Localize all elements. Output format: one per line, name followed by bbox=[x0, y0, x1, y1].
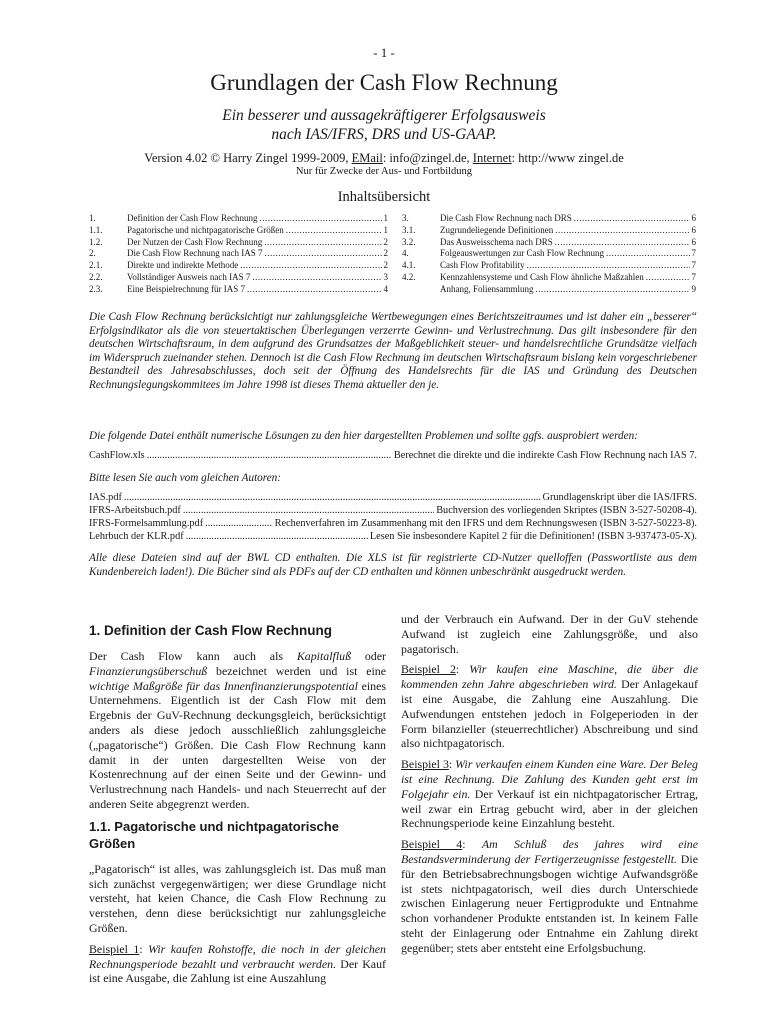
toc-leader bbox=[646, 272, 690, 284]
toc-entry[interactable] bbox=[89, 213, 388, 225]
section-heading-1-1: 1.1. Pagatorische und nichtpagatorische Größen bbox=[89, 818, 339, 851]
cd-note: Alle diese Dateien sind auf der BWL CD enthalten. Die XLS ist für registrierte CD-Nutzer quelloffen (Passwortliste aus dem Kundenbereich laden!). Die Bücher sind als PDFs auf der CD enthalten und können unbeschränkt ausgedruckt werden. bbox=[89, 552, 697, 578]
text-run: Wir kaufen Rohstoffe, die noch in der gleichen Rechnungsperiode bezahlt und verbraucht werden. bbox=[89, 941, 386, 971]
file-name: IAS.pdf bbox=[89, 492, 122, 503]
example-label: Beispiel 3 bbox=[401, 757, 449, 772]
toc-text: Der Nutzen der Cash Flow Rechnung bbox=[127, 236, 263, 247]
page-number: - 1 - bbox=[373, 45, 395, 60]
text-run: : bbox=[455, 662, 470, 677]
example-label: Beispiel 2 bbox=[401, 662, 456, 677]
toc-entry[interactable] bbox=[89, 237, 388, 249]
toc-text: Eine Beispielrechnung für IAS 7 bbox=[127, 283, 245, 294]
toc-leader bbox=[286, 225, 382, 237]
file-leader bbox=[124, 492, 541, 503]
file-description: Lesen Sie insbesondere Kapitel 2 für die Definitionen! (ISBN 3-937473-05-X). bbox=[369, 531, 697, 542]
toc-right-column bbox=[402, 213, 696, 296]
right-text-column bbox=[401, 612, 698, 962]
version-line bbox=[0, 151, 768, 166]
toc-leader bbox=[247, 284, 382, 296]
text-run: eines Unternehmens. Eigentlich ist der Cash Flow mit dem Ergebnis der GuV-Rechnung deckungsgleich, berücksichtigt anders als diese jedoch ausschließlich zahlungsgleiche („pagatorische“) Größen. Die Cash Flow Rechnung kann damit in der unten dargestellten Weise von der Kostenrechnung auf der einen Seite und der Gewinn- und Verlustrechnung nach Handels- und nach Steuerrecht auf der anderen Seite abgegrenzt werden. bbox=[89, 678, 387, 811]
toc-page: 1 bbox=[383, 224, 388, 235]
toc-num: 4.1. bbox=[402, 260, 416, 271]
toc-num: 2.3. bbox=[89, 283, 103, 294]
toc-entry[interactable] bbox=[89, 272, 388, 284]
toc-text: Die Cash Flow Rechnung nach IAS 7 bbox=[127, 248, 263, 259]
toc-leader bbox=[259, 213, 381, 225]
file-leader bbox=[147, 450, 392, 461]
toc-page: 4 bbox=[383, 283, 388, 294]
toc-page: 2 bbox=[383, 236, 388, 247]
toc-page: 6 bbox=[691, 213, 696, 223]
text-run: Die für den Betriebsabrechnungsbogen wichtige Aufwandsgröße ist stets nichtpagatorisch, weil dies durch Unterschiede zwischen Einlagerung neuer Fertigprodukte und Entnahme schon vorhandener Produkte entstanden ist. In keinem Falle steht der Einlagerung oder Entnahme ein Zahlung direkt gegenüber; stets aber entsteht eine Erfolgsbuchung. bbox=[401, 851, 698, 955]
document-title: Grundlagen der Cash Flow Rechnung bbox=[210, 70, 558, 95]
file-name: Lehrbuch der KLR.pdf bbox=[89, 531, 184, 542]
toc-entry[interactable] bbox=[402, 284, 696, 296]
toc-num: 4.2. bbox=[402, 271, 416, 282]
toc-text: Kennzahlensysteme und Cash Flow ähnliche Maßzahlen bbox=[440, 271, 644, 282]
file-entry bbox=[89, 505, 697, 516]
paragraph-example-3 bbox=[401, 757, 698, 831]
toc-num bbox=[402, 284, 440, 296]
text-run: oder bbox=[351, 649, 386, 663]
text-run: Wir kaufen eine Maschine, die über die kommenden zehn Jahre abgeschrieben wird. bbox=[401, 662, 698, 692]
toc-page: 2 bbox=[383, 248, 388, 259]
file-name: IFRS-Formelsammlung.pdf bbox=[89, 518, 204, 529]
file-name: CashFlow.xls bbox=[89, 450, 145, 461]
text-run: Finanzierungsüberschuß bbox=[89, 663, 208, 678]
toc-text: Folgeauswertungen zur Cash Flow Rechnung bbox=[440, 248, 604, 259]
document-subtitle bbox=[0, 106, 768, 144]
toc-leader bbox=[555, 225, 689, 237]
subtitle-line-1: Ein besserer und aussagekräftigerer Erfolgsausweis bbox=[222, 107, 546, 124]
toc-num: 4. bbox=[402, 248, 409, 259]
text-run: Kapitalfluß bbox=[296, 649, 352, 663]
toc-num: 2.1. bbox=[89, 260, 103, 271]
toc-text: Die Cash Flow Rechnung nach DRS bbox=[440, 213, 572, 223]
toc-entry[interactable] bbox=[89, 248, 388, 260]
toc-page: 3 bbox=[383, 271, 388, 282]
text-run: : bbox=[462, 837, 482, 852]
example-label: Beispiel 4 bbox=[401, 837, 463, 852]
also-read-note: Bitte lesen Sie auch vom gleichen Autoren: bbox=[89, 472, 281, 484]
toc-text: Anhang, Foliensammlung bbox=[440, 283, 534, 294]
email-label: EMail bbox=[351, 151, 383, 165]
text-run: bezeichnet werden und ist eine bbox=[207, 663, 386, 678]
toc-entry[interactable] bbox=[89, 260, 388, 272]
toc-leader bbox=[264, 237, 381, 249]
text-run: Wir verkaufen einem Kunden eine Ware. Der Beleg ist eine Rechnung. Die Zahlung des Kunden geht erst im Folgejahr ein. bbox=[401, 757, 698, 801]
paragraph-pagatorisch: „Pagatorisch“ ist alles, was zahlungsgleich ist. Das muß man sich zunächst vergegenwärtigen; wer diese Grundlage nicht versteht, hat keien Chance, die Cash Flow Rechnung zu verstehen, denn diese berücksichtigt nur zahlungsgleiche Größen. bbox=[89, 861, 386, 935]
toc-leader bbox=[252, 272, 381, 284]
toc-entry[interactable] bbox=[89, 225, 388, 237]
file-entry bbox=[89, 531, 697, 542]
file-leader bbox=[183, 505, 434, 516]
text-run: Der Anlagekauf ist eine Ausgabe, die Zahlung eine Auszahlung. Die Aufwendungen entstehen jedoch in Folgeperioden in der Form bilanzieller (steuerrechtlicher) Abschreibung und sind also nichtpagatorisch. bbox=[401, 677, 698, 751]
toc-page: 7 bbox=[691, 271, 696, 282]
toc-leader bbox=[240, 260, 381, 272]
toc-page: 2 bbox=[383, 260, 388, 271]
internet-value[interactable]: : http://www zingel.de bbox=[511, 151, 624, 165]
toc-left-column bbox=[89, 213, 388, 296]
toc-leader bbox=[574, 213, 690, 225]
files-note: Die folgende Datei enthält numerische Lösungen zu den hier dargestellten Problemen und sollte ggfs. ausprobiert werden: bbox=[89, 430, 638, 442]
text-run: Der Kauf ist eine Ausgabe, die Zahlung ist eine Auszahlung bbox=[89, 956, 386, 986]
text-run: wichtige Maßgröße für das Innenfinanzierungspotential bbox=[89, 678, 358, 693]
toc-leader bbox=[527, 260, 690, 272]
paragraph-example-2 bbox=[401, 662, 698, 751]
section-heading-1: 1. Definition der Cash Flow Rechnung bbox=[89, 623, 333, 638]
file-entry bbox=[89, 492, 697, 503]
toc-num: 3. bbox=[402, 213, 409, 223]
file-name: IFRS-Arbeitsbuch.pdf bbox=[89, 505, 181, 516]
toc-text: Cash Flow Profitability bbox=[440, 260, 525, 271]
paragraph-example-4 bbox=[401, 837, 698, 955]
version-text: Version 4.02 © Harry Zingel 1999-2009, bbox=[144, 151, 352, 165]
paragraph-definition bbox=[89, 649, 386, 812]
toc-leader bbox=[536, 284, 690, 296]
toc-entry[interactable] bbox=[89, 284, 388, 296]
toc-num: 1.1. bbox=[89, 224, 103, 235]
toc-leader bbox=[555, 237, 690, 249]
file-description: Berechnet die direkte und die indirekte Cash Flow Rechnung nach IAS 7. bbox=[393, 450, 697, 461]
toc-entry[interactable] bbox=[402, 225, 696, 237]
purpose-note: Nur für Zwecke der Aus- und Fortbildung bbox=[295, 166, 473, 177]
toc-leader bbox=[264, 248, 381, 260]
toc-page: 6 bbox=[691, 224, 696, 235]
toc-entry[interactable] bbox=[402, 213, 696, 225]
toc-page: 1 bbox=[383, 213, 388, 223]
file-description: Grundlagenskript über die IAS/IFRS. bbox=[542, 492, 697, 503]
toc-page: 6 bbox=[691, 236, 696, 247]
toc-page: 7 bbox=[691, 248, 696, 259]
toc-num: 3.2. bbox=[402, 236, 416, 247]
toc-title: Inhaltsübersicht bbox=[337, 189, 431, 205]
toc-text: Direkte und indirekte Methode bbox=[127, 260, 239, 271]
text-run: Der Verkauf ist ein nichtpagatorischer Ertrag, weil zwar ein Ertrag gebucht wird, aber in der gleichen Rechnungsperiode keine Einzahlung besteht. bbox=[401, 786, 698, 831]
toc-page: 9 bbox=[691, 283, 696, 294]
toc-entry[interactable] bbox=[402, 248, 696, 260]
toc-num: 1.2. bbox=[89, 236, 103, 247]
internet-label: Internet bbox=[472, 151, 512, 165]
toc-page: 7 bbox=[691, 260, 696, 271]
file-description: Rechenverfahren im Zusammenhang mit den IFRS und dem Rechnungswesen (ISBN 3-527-50223-8). bbox=[274, 518, 697, 529]
toc-text: Das Ausweisschema nach DRS bbox=[440, 236, 553, 247]
toc-entry[interactable] bbox=[402, 272, 696, 284]
toc-entry[interactable] bbox=[402, 260, 696, 272]
toc-text: Definition der Cash Flow Rechnung bbox=[127, 213, 258, 223]
toc-leader bbox=[606, 248, 690, 260]
paragraph-continuation: und der Verbrauch ein Aufwand. Der in der GuV stehende Aufwand ist zugleich eine Zahlungsgröße, und also pagatorisch. bbox=[401, 612, 698, 656]
toc-num: 1. bbox=[89, 213, 96, 223]
file-entry bbox=[89, 518, 697, 529]
toc-text: Vollständiger Ausweis nach IAS 7 bbox=[127, 271, 251, 282]
toc-text: Pagatorische und nichtpagatorische Größen bbox=[127, 224, 284, 235]
text-run: Der Cash Flow kann auch als bbox=[89, 649, 297, 663]
example-label: Beispiel 1 bbox=[89, 941, 140, 956]
subtitle-line-2: nach IAS/IFRS, DRS und US-GAAP. bbox=[271, 126, 497, 143]
toc-num: 3.1. bbox=[402, 224, 416, 235]
toc-text: Zugrundeliegende Definitionen bbox=[440, 224, 554, 235]
text-run: Am Schluß des jahres wird eine Bestandsverminderung der Fertigerzeugnisse festgestellt. bbox=[401, 837, 698, 866]
left-text-column bbox=[89, 618, 386, 992]
file-description: Buchversion des vorliegenden Skriptes (ISBN 3-527-50208-4). bbox=[436, 505, 697, 516]
text-run: : bbox=[139, 941, 149, 956]
file-entry bbox=[89, 450, 697, 461]
text-run: : bbox=[448, 757, 456, 772]
email-value[interactable]: : info@zingel.de, bbox=[382, 151, 473, 165]
file-leader bbox=[186, 531, 368, 542]
file-leader bbox=[205, 518, 272, 529]
toc-entry[interactable] bbox=[402, 237, 696, 249]
paragraph-example-1 bbox=[89, 942, 386, 986]
toc-num: 2.2. bbox=[89, 271, 103, 282]
intro-paragraph: Die Cash Flow Rechnung berücksichtigt nur zahlungsgleiche Wertbewegungen eines Berichtszeitraumes und ist daher ein „besserer“ Erfolgsindikator als die von steuertaktischen Überlegungen verzerrte Gewinn- und Verlustrechnung. Das gilt insbesondere für den deutschen Wirtschaftsraum, in dem aufgrund des Grundsatzes der Maßgeblichkeit steuer- und handelsrechtliche Grundsätze vielfach im Widerspruch zueinander stehen. Dennoch ist die Cash Flow Rechnung im deutschen Wirtschaftsraum bislang kein vorgeschriebener Bestandteil des Jahresabschlusses, doch seit der Öffnung des Handelsrechts für die IAS und Gründung des Deutschen Rechnungslegungskommitees im Jahre 1998 ist dieses Thema aktueller den je. bbox=[89, 311, 697, 391]
toc-num: 2. bbox=[89, 248, 96, 259]
